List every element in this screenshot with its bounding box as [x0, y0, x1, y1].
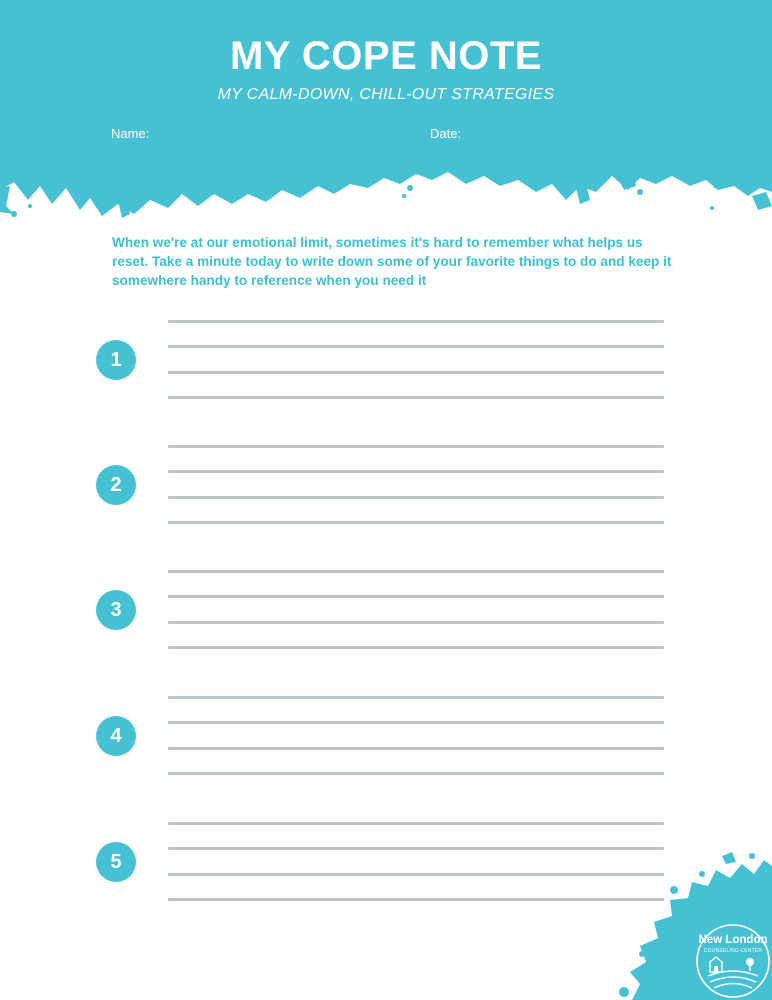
writing-line[interactable] — [168, 320, 664, 323]
entry-number-badge: 4 — [96, 716, 136, 756]
strategy-entry-2 — [0, 445, 772, 545]
writing-line[interactable] — [168, 595, 664, 598]
entry-number-badge: 5 — [96, 842, 136, 882]
entry-number-badge: 3 — [96, 590, 136, 630]
writing-line[interactable] — [168, 371, 664, 374]
writing-line[interactable] — [168, 747, 664, 750]
strategy-entry-4 — [0, 696, 772, 796]
writing-line[interactable] — [168, 847, 664, 850]
writing-line[interactable] — [168, 621, 664, 624]
new-london-logo — [694, 922, 772, 1000]
strategy-entry-3 — [0, 570, 772, 670]
strategy-entry-5 — [0, 822, 772, 922]
writing-line[interactable] — [168, 873, 664, 876]
logo-line2: COUNSELING CENTER — [703, 948, 763, 954]
writing-line[interactable] — [168, 696, 664, 699]
writing-line[interactable] — [168, 570, 664, 573]
writing-line[interactable] — [168, 721, 664, 724]
writing-line[interactable] — [168, 496, 664, 499]
entry-number-badge: 1 — [96, 340, 136, 380]
entry-number-badge: 2 — [96, 465, 136, 505]
page-title: MY COPE NOTE — [230, 34, 542, 78]
name-label: Name: — [111, 126, 150, 141]
strategy-entry-1 — [0, 320, 772, 420]
writing-line[interactable] — [168, 396, 664, 399]
writing-line[interactable] — [168, 470, 664, 473]
writing-line[interactable] — [168, 521, 664, 524]
page-subtitle: MY CALM-DOWN, CHILL-OUT STRATEGIES — [217, 86, 555, 103]
writing-line[interactable] — [168, 772, 664, 775]
writing-line[interactable] — [168, 445, 664, 448]
logo-line1: New London — [698, 934, 768, 946]
writing-line[interactable] — [168, 345, 664, 348]
date-label: Date: — [430, 126, 462, 141]
intro-paragraph: When we're at our emotional limit, sometimes it's hard to remember what helps us reset. Take a minute today to write down some of your favorite things to do and keep it somewhere handy to reference when you need it — [112, 235, 672, 288]
writing-line[interactable] — [168, 898, 664, 901]
writing-line[interactable] — [168, 646, 664, 649]
writing-line[interactable] — [168, 822, 664, 825]
